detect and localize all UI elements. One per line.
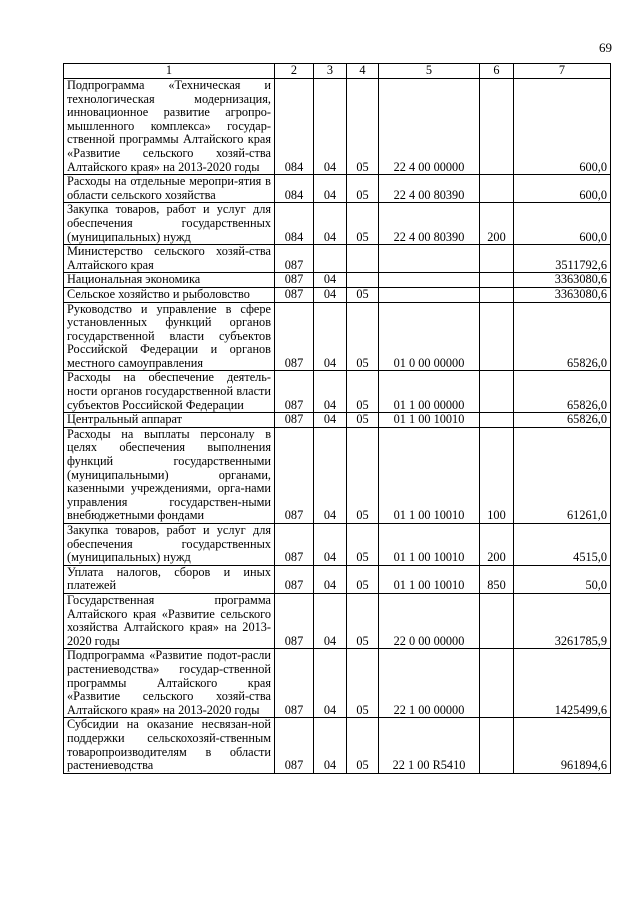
- row-section-code: 04: [314, 273, 347, 288]
- header-col-1: 1: [64, 64, 275, 79]
- row-ministry-code: 087: [275, 371, 314, 413]
- row-target-article: 01 1 00 00000: [379, 371, 480, 413]
- row-target-article: 22 4 00 80390: [379, 203, 480, 245]
- row-expense-type: [480, 175, 514, 203]
- row-name: Расходы на обеспечение деятель-ности органов государственной власти субъектов Российской Федерации: [64, 371, 275, 413]
- row-amount: 65826,0: [514, 302, 611, 371]
- row-ministry-code: 087: [275, 245, 314, 273]
- row-target-article: 22 1 00 R5410: [379, 718, 480, 773]
- row-name: Субсидии на оказание несвязан-ной поддержки сельскохозяй-ственным товаропроизводителям в области растениеводства: [64, 718, 275, 773]
- row-subsection-code: 05: [347, 524, 379, 566]
- row-expense-type: [480, 371, 514, 413]
- row-ministry-code: 087: [275, 718, 314, 773]
- row-section-code: 04: [314, 371, 347, 413]
- header-row: [64, 64, 611, 79]
- row-expense-type: [480, 649, 514, 718]
- row-ministry-code: 087: [275, 302, 314, 371]
- row-name: Закупка товаров, работ и услуг для обеспечения государственных (муниципальных) нужд: [64, 203, 275, 245]
- row-ministry-code: 087: [275, 524, 314, 566]
- row-amount: 3363080,6: [514, 287, 611, 302]
- row-target-article: 01 1 00 10010: [379, 427, 480, 523]
- row-target-article: [379, 287, 480, 302]
- row-expense-type: [480, 413, 514, 428]
- row-target-article: 01 0 00 00000: [379, 302, 480, 371]
- row-expense-type: [480, 245, 514, 273]
- row-subsection-code: 05: [347, 287, 379, 302]
- row-amount: 600,0: [514, 203, 611, 245]
- row-amount: 4515,0: [514, 524, 611, 566]
- row-section-code: 04: [314, 649, 347, 718]
- row-ministry-code: 087: [275, 593, 314, 648]
- row-section-code: 04: [314, 287, 347, 302]
- row-ministry-code: 087: [275, 287, 314, 302]
- row-amount: 50,0: [514, 565, 611, 593]
- table-row: [64, 593, 611, 648]
- row-section-code: 04: [314, 79, 347, 175]
- table-row: [64, 718, 611, 773]
- table-row: [64, 273, 611, 288]
- table-row: [64, 524, 611, 566]
- row-name: Уплата налогов, сборов и иных платежей: [64, 565, 275, 593]
- row-target-article: 22 4 00 80390: [379, 175, 480, 203]
- row-subsection-code: 05: [347, 302, 379, 371]
- row-subsection-code: 05: [347, 565, 379, 593]
- row-section-code: 04: [314, 302, 347, 371]
- page-number: 69: [599, 40, 612, 55]
- table-row: [64, 175, 611, 203]
- table-row: [64, 649, 611, 718]
- row-ministry-code: 087: [275, 273, 314, 288]
- row-name: Подпрограмма «Техническая и технологическая модернизация, инновационное развитие агропро-мышленного комплекса» государ-ственной программы Алтайского края «Развитие сельского хозяй-ства Алтайского края» на 2013-2020 годы: [64, 79, 275, 175]
- row-ministry-code: 084: [275, 79, 314, 175]
- row-amount: 3511792,6: [514, 245, 611, 273]
- row-target-article: [379, 273, 480, 288]
- header-col-7: 7: [514, 64, 611, 79]
- row-section-code: 04: [314, 565, 347, 593]
- row-name: Национальная экономика: [64, 273, 275, 288]
- row-amount: 65826,0: [514, 413, 611, 428]
- row-ministry-code: 087: [275, 427, 314, 523]
- row-expense-type: 200: [480, 524, 514, 566]
- table-row: [64, 287, 611, 302]
- row-name: Центральный аппарат: [64, 413, 275, 428]
- table-row: [64, 203, 611, 245]
- table-row: [64, 427, 611, 523]
- row-name: Руководство и управление в сфере установленных функций органов государственной власти субъектов Российской Федерации и органов местного самоуправления: [64, 302, 275, 371]
- row-section-code: 04: [314, 427, 347, 523]
- table-row: [64, 371, 611, 413]
- row-amount: 3261785,9: [514, 593, 611, 648]
- row-subsection-code: 05: [347, 413, 379, 428]
- row-target-article: 01 1 00 10010: [379, 413, 480, 428]
- row-subsection-code: 05: [347, 175, 379, 203]
- row-target-article: 22 0 00 00000: [379, 593, 480, 648]
- row-subsection-code: [347, 273, 379, 288]
- row-target-article: 22 4 00 00000: [379, 79, 480, 175]
- row-expense-type: [480, 718, 514, 773]
- row-target-article: [379, 245, 480, 273]
- row-amount: 961894,6: [514, 718, 611, 773]
- row-expense-type: [480, 593, 514, 648]
- row-subsection-code: 05: [347, 427, 379, 523]
- table-row: [64, 302, 611, 371]
- header-col-4: 4: [347, 64, 379, 79]
- row-expense-type: [480, 273, 514, 288]
- row-amount: 65826,0: [514, 371, 611, 413]
- budget-table: [63, 63, 611, 774]
- row-section-code: 04: [314, 718, 347, 773]
- row-expense-type: [480, 287, 514, 302]
- row-amount: 3363080,6: [514, 273, 611, 288]
- row-name: Закупка товаров, работ и услуг для обеспечения государственных (муниципальных) нужд: [64, 524, 275, 566]
- row-amount: 600,0: [514, 79, 611, 175]
- header-col-3: 3: [314, 64, 347, 79]
- row-section-code: 04: [314, 175, 347, 203]
- header-col-5: 5: [379, 64, 480, 79]
- row-expense-type: [480, 79, 514, 175]
- row-amount: 1425499,6: [514, 649, 611, 718]
- row-expense-type: 200: [480, 203, 514, 245]
- row-expense-type: 100: [480, 427, 514, 523]
- row-section-code: 04: [314, 203, 347, 245]
- row-ministry-code: 087: [275, 565, 314, 593]
- row-name: Государственная программа Алтайского края «Развитие сельского хозяйства Алтайского края» на 2013-2020 годы: [64, 593, 275, 648]
- row-name: Расходы на отдельные меропри-ятия в области сельского хозяйства: [64, 175, 275, 203]
- row-target-article: 01 1 00 10010: [379, 524, 480, 566]
- row-name: Сельское хозяйство и рыболовство: [64, 287, 275, 302]
- row-subsection-code: [347, 245, 379, 273]
- table-row: [64, 565, 611, 593]
- row-expense-type: [480, 302, 514, 371]
- table-body: [64, 79, 611, 774]
- row-section-code: 04: [314, 524, 347, 566]
- row-target-article: 22 1 00 00000: [379, 649, 480, 718]
- table-row: [64, 245, 611, 273]
- row-amount: 61261,0: [514, 427, 611, 523]
- row-name: Подпрограмма «Развитие подот-расли растениеводства» государ-ственной программы Алтайского края «Развитие сельского хозяй-ства Алтайского края» на 2013-2020 годы: [64, 649, 275, 718]
- row-subsection-code: 05: [347, 79, 379, 175]
- table-row: [64, 79, 611, 175]
- row-expense-type: 850: [480, 565, 514, 593]
- row-subsection-code: 05: [347, 371, 379, 413]
- row-name: Министерство сельского хозяй-ства Алтайского края: [64, 245, 275, 273]
- header-col-2: 2: [275, 64, 314, 79]
- row-target-article: 01 1 00 10010: [379, 565, 480, 593]
- row-subsection-code: 05: [347, 718, 379, 773]
- row-subsection-code: 05: [347, 593, 379, 648]
- row-section-code: [314, 245, 347, 273]
- row-amount: 600,0: [514, 175, 611, 203]
- row-section-code: 04: [314, 593, 347, 648]
- header-col-6: 6: [480, 64, 514, 79]
- row-ministry-code: 087: [275, 413, 314, 428]
- table-row: [64, 413, 611, 428]
- row-section-code: 04: [314, 413, 347, 428]
- row-name: Расходы на выплаты персоналу в целях обеспечения выполнения функций государственными (муниципальными) органами, казенными учреждениями, орга-нами управления государствен-ными внебюджетными фондами: [64, 427, 275, 523]
- row-subsection-code: 05: [347, 649, 379, 718]
- row-ministry-code: 087: [275, 649, 314, 718]
- row-ministry-code: 084: [275, 175, 314, 203]
- row-subsection-code: 05: [347, 203, 379, 245]
- row-ministry-code: 084: [275, 203, 314, 245]
